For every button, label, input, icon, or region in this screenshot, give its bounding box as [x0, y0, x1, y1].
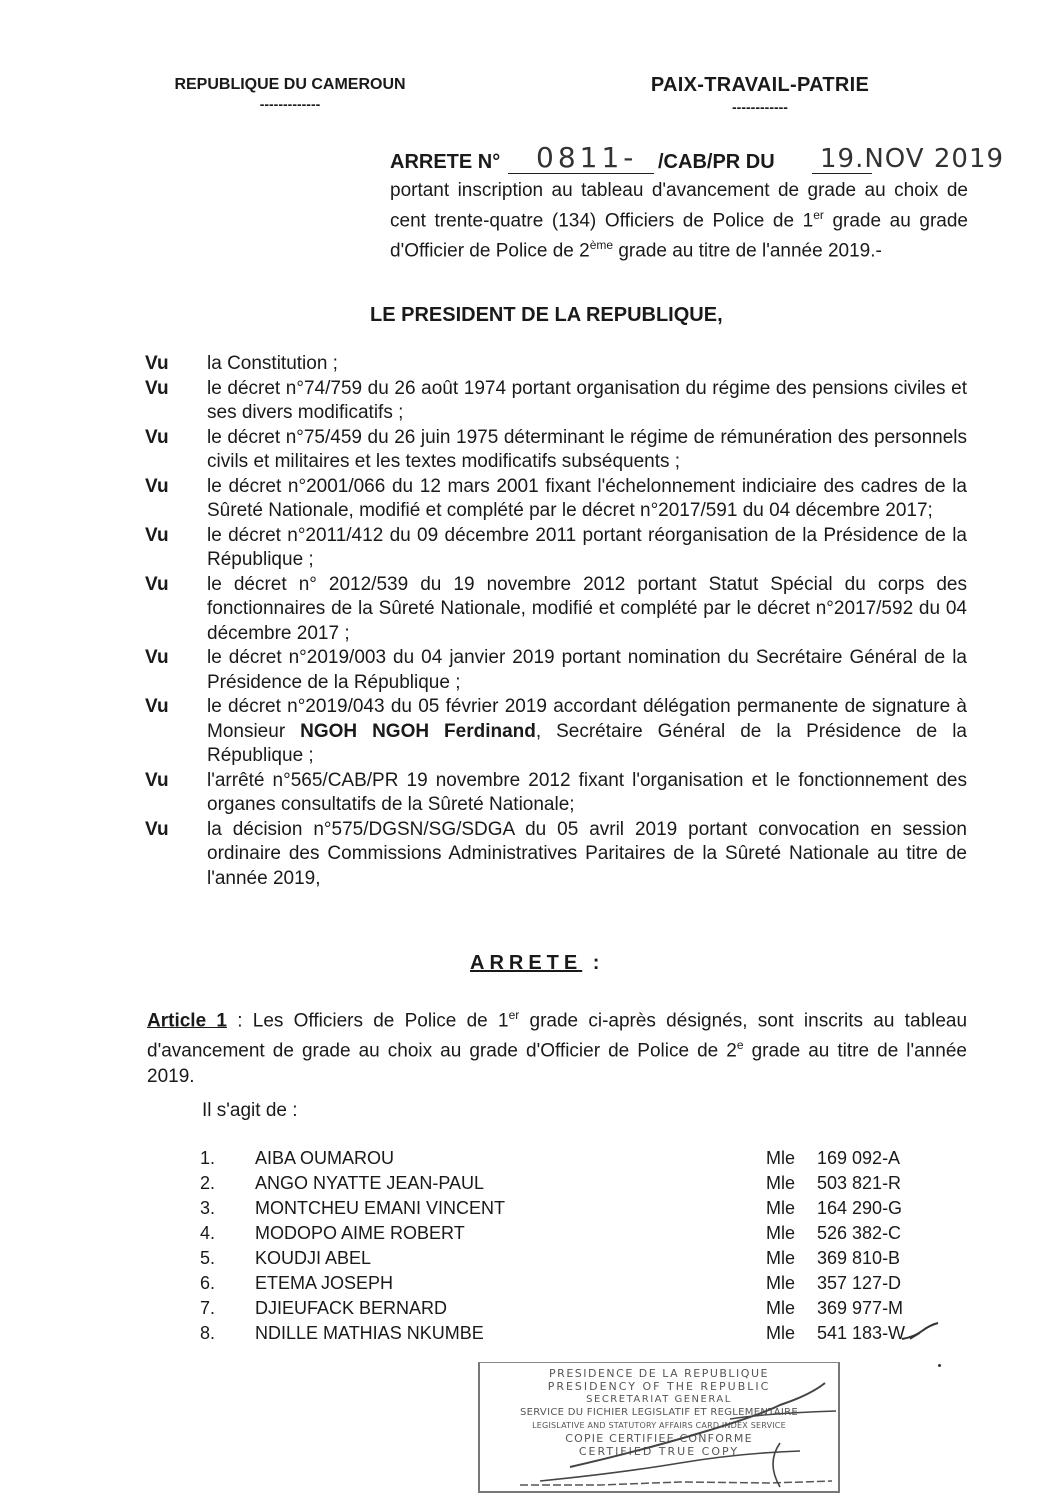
national-motto: PAIX-TRAVAIL-PATRIE — [650, 74, 870, 96]
officer-matricule: 357 127-D — [817, 1273, 902, 1293]
decree-reference-line — [390, 141, 1005, 182]
motto-header — [600, 74, 920, 115]
officer-matricule: 369 977-M — [817, 1298, 904, 1318]
cab-pr-label: /CAB/PR DU — [658, 151, 775, 173]
subject-part-3: grade au titre de l'année 2019.- — [613, 240, 882, 262]
officer-matricule: 526 382-C — [817, 1223, 902, 1243]
stamp-line: PRESIDENCY OF THE REPUBLIC — [547, 1380, 771, 1393]
article-1-text: grade ci-après désignés, sont inscrits au tableau d'avancement de grade au choix au grade d'Officier de Police de 2 — [147, 1010, 968, 1062]
vu-label: Vu — [145, 818, 169, 840]
officer-matricule: 541 183-W — [817, 1323, 906, 1343]
ink-dot — [938, 1364, 941, 1367]
consideration-item — [145, 524, 967, 573]
officer-number: 5. — [200, 1248, 216, 1268]
vu-label: Vu — [145, 353, 169, 374]
republic-dashes: ------------- — [259, 96, 321, 112]
article-1-text: : Les Officiers de Police de 1 — [226, 1010, 509, 1032]
decrees-heading-word: ARRETE — [470, 952, 583, 974]
mle-label: Mle — [766, 1148, 796, 1168]
officer-name: MONTCHEU EMANI VINCENT — [255, 1198, 506, 1218]
consideration-text: le décret n°2011/412 du 09 décembre 2011 portant réorganisation de la Présidence de la République ; — [207, 524, 967, 570]
officer-name: NDILLE MATHIAS NKUMBE — [255, 1323, 484, 1343]
consideration-item — [145, 475, 967, 524]
list-intro: Il s'agit de : — [202, 1100, 298, 1121]
subject-sup-1: er — [813, 208, 824, 222]
decree-date-stamp: 19.NOV 2019 — [820, 144, 1005, 174]
consideration-text-part: le décret n°2019/043 du 05 février 2019 accordant délégation permanente de signature à Monsieur — [207, 696, 967, 742]
stamp-line: SERVICE DU FICHIER LEGISLATIF ET REGLEMENTAIRE — [519, 1407, 799, 1418]
vu-label: Vu — [145, 426, 169, 448]
vu-label: Vu — [145, 647, 169, 668]
pen-mark-icon — [900, 1321, 940, 1343]
consideration-item — [145, 695, 967, 769]
stamp-line: CERTIFIED TRUE COPY — [578, 1445, 740, 1458]
motto-dashes: ------------ — [732, 99, 788, 115]
consideration-text: la décision n°575/DGSN/SG/SDGA du 05 avril 2019 portant convocation en session ordinaire des Commissions Administratives Paritaires de la Sûreté Nationale au titre de l'année 2019, — [207, 818, 967, 889]
officer-row — [200, 1298, 940, 1323]
vu-label: Vu — [145, 696, 169, 717]
officer-name: AIBA OUMAROU — [255, 1148, 395, 1168]
vu-label: Vu — [145, 769, 169, 791]
republic-header — [140, 76, 440, 112]
mle-label: Mle — [766, 1298, 796, 1318]
consideration-text: la Constitution ; — [207, 353, 338, 374]
officer-name: ANGO NYATTE JEAN-PAUL — [255, 1173, 485, 1193]
consideration-item — [145, 352, 967, 377]
vu-label: Vu — [145, 524, 169, 546]
subject-sup-2: ème — [589, 238, 614, 253]
article-1-label: Article 1 — [147, 1010, 227, 1032]
mle-label: Mle — [766, 1173, 796, 1193]
officer-number: 1. — [200, 1148, 216, 1168]
decrees-heading — [470, 952, 604, 975]
officer-number: 6. — [200, 1273, 216, 1293]
article-1-sup: e — [736, 1038, 744, 1053]
vu-label: Vu — [145, 573, 169, 595]
officer-name: ETEMA JOSEPH — [255, 1273, 394, 1293]
decree-subject — [390, 178, 968, 264]
stamp-line: LEGISLATIVE AND STATUTORY AFFAIRS CARD INDEX SERVICE — [532, 1421, 786, 1430]
stamp-line: COPIE CERTIFIEE CONFORME — [565, 1432, 753, 1445]
consideration-text: le décret n°75/459 du 26 juin 1975 déterminant le régime de rémunération des personnels civils et militaires et les textes modificatifs subséquents ; — [207, 426, 967, 472]
republic-name: REPUBLIQUE DU CAMEROUN — [174, 76, 406, 93]
officer-number: 7. — [200, 1298, 216, 1318]
consideration-text: l'arrêté n°565/CAB/PR 19 novembre 2012 fixant l'organisation et le fonctionnement des organes consultatifs de la Sûreté Nationale; — [207, 769, 967, 815]
officer-matricule: 164 290-G — [817, 1198, 903, 1218]
signatory-name: NGOH NGOH Ferdinand — [300, 720, 536, 742]
officer-number: 3. — [200, 1198, 216, 1218]
article-1-sup: er — [508, 1008, 520, 1022]
consideration-item — [145, 573, 967, 647]
consideration-item — [145, 377, 967, 426]
consideration-text: le décret n°74/759 du 26 août 1974 portant organisation du régime des pensions civiles et ses divers modificatifs ; — [207, 377, 967, 423]
stamp-line: PRESIDENCE DE LA REPUBLIQUE — [549, 1367, 769, 1380]
consideration-text: le décret n° 2012/539 du 19 novembre 2012 portant Statut Spécial du corps des fonctionnaires de la Sûreté Nationale, modifié et complété par le décret n°2017/592 du 04 décembre 2017 ; — [207, 573, 967, 644]
certification-stamp — [478, 1362, 840, 1493]
decrees-heading-colon: : — [592, 952, 605, 974]
consideration-item — [145, 426, 967, 475]
subject-part-2: grade au grade d'Officier de Police de 2 — [390, 210, 968, 262]
officer-row — [200, 1198, 940, 1223]
officer-name: KOUDJI ABEL — [255, 1248, 372, 1268]
consideration-text: le décret n°2019/003 du 04 janvier 2019 portant nomination du Secrétaire Général de la Présidence de la République ; — [207, 647, 967, 693]
mle-label: Mle — [766, 1223, 796, 1243]
consideration-item — [145, 818, 967, 892]
mle-label: Mle — [766, 1248, 796, 1268]
consideration-item — [145, 646, 967, 695]
officer-row — [200, 1148, 940, 1173]
consideration-text: le décret n°2001/066 du 12 mars 2001 fixant l'échelonnement indiciaire des cadres de la Sûreté Nationale, modifié et complété par le décret n°2017/591 du 04 décembre 2017; — [207, 475, 967, 521]
stamp-line: SECRETARIAT GENERAL — [586, 1394, 732, 1405]
officers-list — [200, 1148, 940, 1348]
officer-row — [200, 1223, 940, 1248]
article-1 — [147, 1003, 967, 1089]
decree-number-handwritten: 0811- — [536, 141, 638, 174]
officer-number: 2. — [200, 1173, 216, 1193]
officer-row — [200, 1173, 940, 1198]
considerations-list — [145, 352, 967, 891]
officer-matricule: 369 810-B — [817, 1248, 901, 1268]
vu-label: Vu — [145, 377, 169, 399]
officer-row — [200, 1323, 940, 1348]
consideration-item — [145, 769, 967, 818]
officer-name: DJIEUFACK BERNARD — [255, 1298, 448, 1318]
officer-matricule: 503 821-R — [817, 1173, 902, 1193]
president-heading: LE PRESIDENT DE LA REPUBLIQUE, — [370, 304, 723, 326]
consideration-text — [207, 695, 967, 769]
officer-row — [200, 1273, 940, 1298]
mle-label: Mle — [766, 1198, 796, 1218]
officer-number: 4. — [200, 1223, 216, 1243]
mle-label: Mle — [766, 1273, 796, 1293]
vu-label: Vu — [145, 475, 169, 497]
officer-matricule: 169 092-A — [817, 1148, 901, 1168]
officer-row — [200, 1248, 940, 1273]
subject-part-1: portant inscription au tableau d'avancement de grade au choix de cent trente-quatre (134) Officiers de Police de 1 — [390, 180, 968, 232]
officer-name: MODOPO AIME ROBERT — [255, 1223, 465, 1243]
officer-number: 8. — [200, 1323, 216, 1343]
decree-number-label: ARRETE N° — [390, 151, 501, 173]
signature-scribble-icon — [480, 1363, 838, 1491]
article-1-text: grade au titre de l'année 2019. — [147, 1040, 967, 1087]
mle-label: Mle — [766, 1323, 796, 1343]
consideration-text-part: , Secrétaire Général de la Présidence de la République ; — [207, 720, 967, 766]
